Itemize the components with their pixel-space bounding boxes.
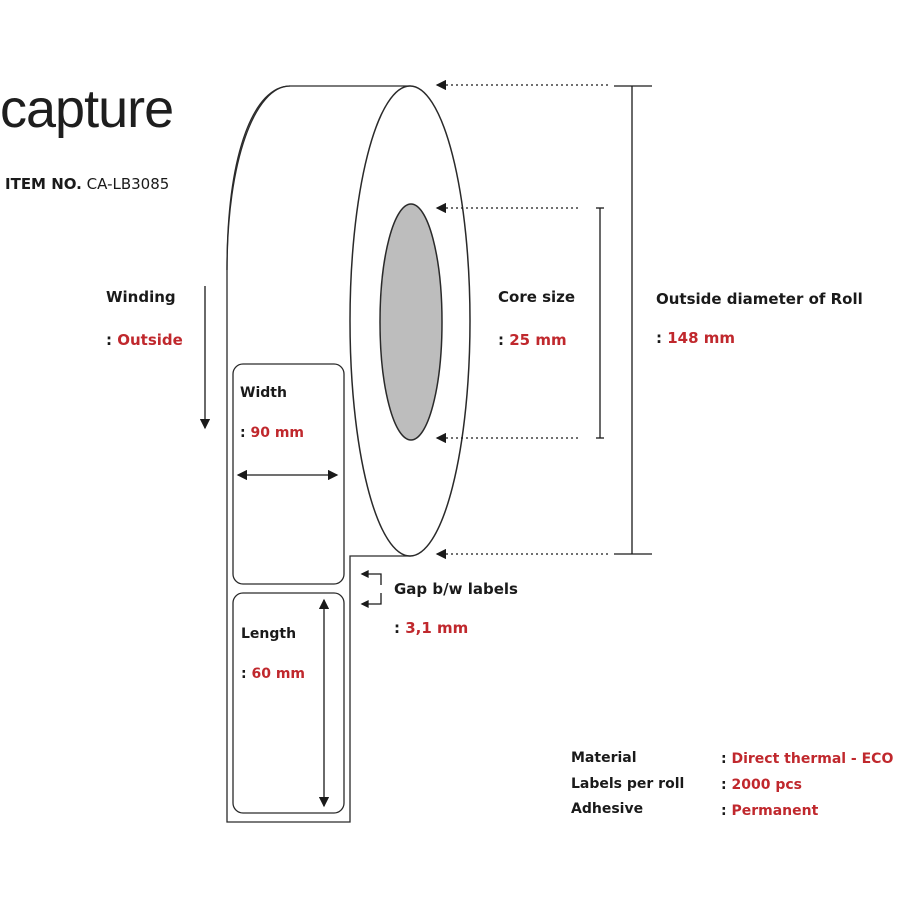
spec-labels-per-roll-label: Labels per roll (571, 776, 685, 792)
core-size-value-row (498, 331, 567, 349)
winding-value: Outside (117, 331, 183, 349)
separator: : (106, 331, 118, 349)
outside-diameter-label: Outside diameter of Roll (656, 290, 863, 308)
length-label: Length (241, 626, 297, 642)
core-size-value: 25 mm (509, 331, 567, 349)
separator: : (394, 619, 406, 637)
spec-material-value: Direct thermal - ECO (731, 751, 894, 767)
separator: : (721, 777, 732, 793)
winding-value-row (106, 331, 183, 349)
gap-value-row (394, 619, 468, 637)
separator: : (721, 803, 732, 819)
separator: : (498, 331, 510, 349)
separator: : (240, 425, 251, 441)
gap-label: Gap b/w labels (394, 580, 518, 598)
separator: : (656, 329, 668, 347)
winding-label: Winding (106, 288, 176, 306)
capture-logo: capture (0, 79, 174, 139)
length-value-row (241, 666, 305, 682)
spec-adhesive-value-row (721, 803, 818, 819)
spec-labels-per-roll-value: 2000 pcs (731, 777, 802, 793)
width-value-row (240, 425, 304, 441)
width-value: 90 mm (250, 425, 305, 441)
core-size-label: Core size (498, 288, 576, 306)
gap-value: 3,1 mm (405, 619, 469, 637)
item-number-label: ITEM NO. (5, 175, 82, 193)
spec-labels-per-roll-value-row (721, 777, 802, 793)
spec-material-value-row (721, 751, 893, 767)
item-number (5, 175, 169, 193)
outside-diameter-value: 148 mm (667, 329, 736, 347)
length-value: 60 mm (251, 666, 306, 682)
spec-material-label: Material (571, 750, 637, 766)
separator: : (721, 751, 732, 767)
gap-indicator (362, 571, 381, 607)
separator: : (241, 666, 252, 682)
width-label: Width (240, 385, 287, 401)
spec-adhesive-label: Adhesive (571, 801, 644, 817)
item-number-code: CA-LB3085 (86, 175, 170, 193)
outside-diameter-value-row (656, 329, 735, 347)
spec-adhesive-value: Permanent (731, 803, 819, 819)
roll-core (380, 204, 442, 440)
